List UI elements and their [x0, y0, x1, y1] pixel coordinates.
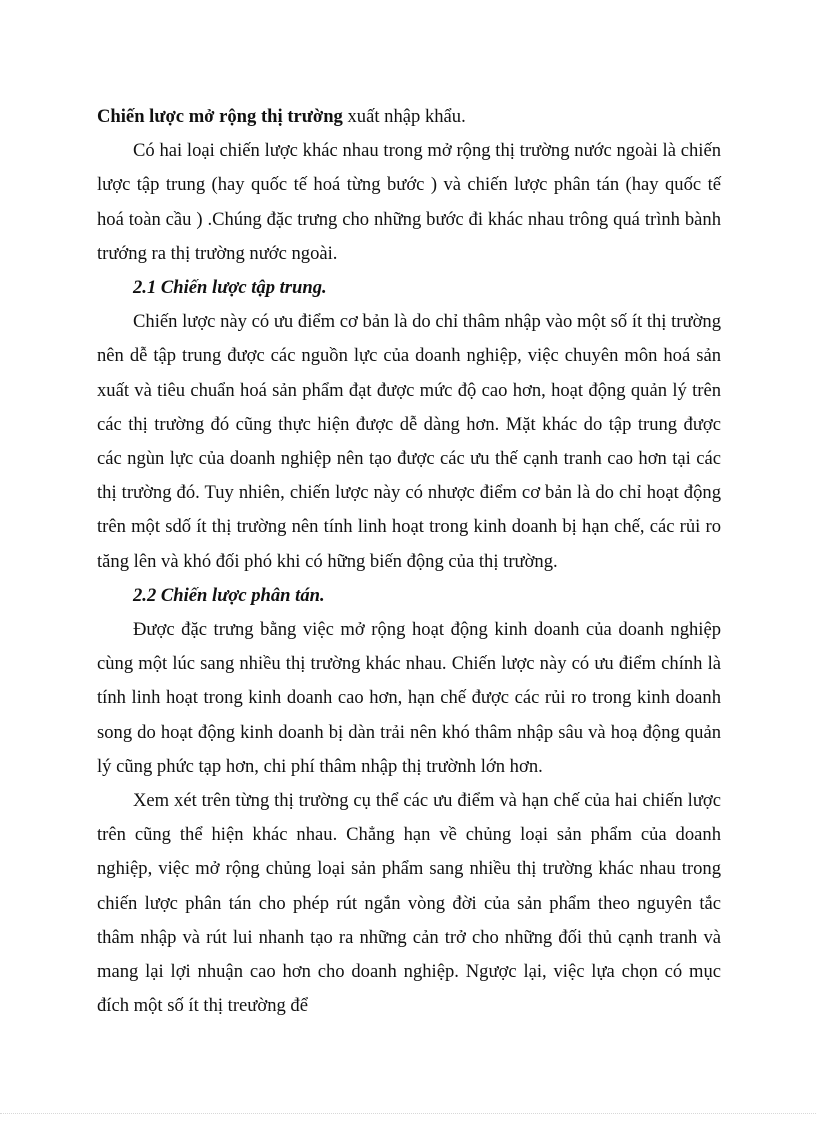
document-page — [97, 100, 721, 1023]
heading-bold-part: Chiến lược mở rộng thị trường — [97, 106, 343, 127]
heading-rest: xuất nhập khẩu. — [342, 106, 466, 127]
section-1-title: 2.1 Chiến lược tập trung. — [133, 277, 327, 299]
document-heading — [97, 100, 721, 134]
section-2-title: 2.2 Chiến lược phân tán. — [133, 584, 325, 606]
section-2-paragraph-1: Được đặc trưng bằng việc mở rộng hoạt động kinh doanh của doanh nghiệp cùng một lúc sang nhiều thị trường khác nhau. Chiến lược này có ưu điểm chính là tính linh hoạt trong kinh doanh cao hơn, hạn chế được các rủi ro trong kinh doanh song do hoạt động kinh doanh bị dàn trải nên khó thâm nhập sâu và hoạ động quản lý cũng phức tạp hơn, chi phí thâm nhập thị trườnh lớn hơn. — [97, 619, 721, 777]
section-2-paragraph-2: Xem xét trên từng thị trường cụ thể các ưu điểm và hạn chế của hai chiến lược trên cũng thể hiện khác nhau. Chẳng hạn về chủng loại sản phẩm của doanh nghiệp, việc mở rộng chủng loại sản phẩm sang nhiều thị trường khác nhau trong chiến lược phân tán cho phép rút ngắn vòng đời của sản phẩm theo nguyên tắc thâm nhập và rút lui nhanh tạo ra những cản trở cho những đối thủ cạnh tranh và mang lại lợi nhuận cao hơn cho doanh nghiệp. Ngược lại, việc lựa chọn có mục đích một số ít thị treường để — [97, 790, 721, 1017]
section-1-paragraph: Chiến lược này có ưu điểm cơ bản là do chỉ thâm nhập vào một số ít thị trường nên dễ tập trung được các nguồn lực của doanh nghiệp, việc chuyên môn hoá sản xuất và tiêu chuẩn hoá sản phẩm đạt được mức độ cao hơn, hoạt động quản lý trên các thị trường đó cũng thực hiện được dễ dàng hơn. Mặt khác do tập trung được các ngùn lực của doanh nghiệp nên tạo được các ưu thế cạnh tranh cao hơn tại các thị trường đó. Tuy nhiên, chiến lược này có nhược điểm cơ bản là do chỉ hoạt động trên một sdố ít thị trường nên tính linh hoạt trong kinh doanh bị hạn chế, các rủi ro tăng lên và khó đối phó khi có hững biến động của thị trường. — [97, 311, 721, 572]
intro-paragraph: Có hai loại chiến lược khác nhau trong mở rộng thị trường nước ngoài là chiến lược tập trung (hay quốc tế hoá từng bước ) và chiến lược phân tán (hay quốc tế hoá toàn cầu ) .Chúng đặc trưng cho những bước đi khác nhau trông quá trình bành trướng ra thị trường nước ngoài. — [97, 140, 721, 264]
page-bottom-divider — [0, 1113, 816, 1114]
